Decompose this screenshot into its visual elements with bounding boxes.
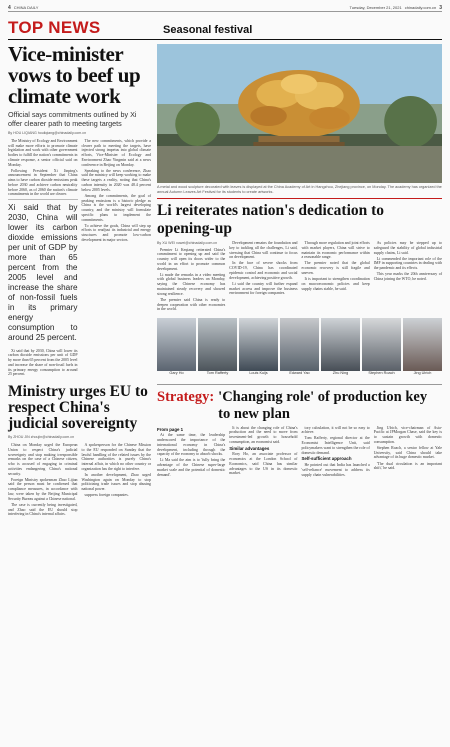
portrait-name: Zhu Ning (332, 370, 349, 375)
lead-byline: By HOU LIQIANG houliqiang@chinadaily.com.cn (8, 131, 87, 136)
li-byline: By XU WEI xuwei@chinadaily.com.cn (157, 241, 218, 245)
strategy-headline (157, 384, 442, 423)
li-paragraph: Development remains the foundation and key to tackling all the challenges, Li said, stressing that China will continue to focus on development. (229, 241, 298, 260)
sub-paragraph: Foreign Ministry spokesman Zhao Lijian said the person must be confirmed that compliance measures, in accordance with law, were taken by the Beijing Municipal Security Bureau against a Chinese national. (8, 477, 78, 501)
section-bar (8, 12, 442, 40)
li-paragraph: Premier Li Keqiang reiterated China's commitment to opening up and said the country will open its doors wider to the world in an effort to promote common development. (157, 247, 226, 271)
strategy-paragraph: Rory Ho, an associate professor of economics at the London School of Economics, said China has similar advantages to the US in its domestic market. (229, 452, 298, 476)
strategy-paragraph: He pointed out that India has launched a 'self-reliance' movement to address its supply chain vulnerabilities. (301, 463, 370, 477)
sub-paragraph: The case is currently being investigated, and Zhao said the EU should stop interfering in China's internal affairs. (8, 502, 78, 517)
portrait-name: Jing Ulrich (413, 370, 432, 375)
strategy-title: 'Changing role' of production key to new plan (218, 388, 428, 422)
pull-quote-body: China will lower its carbon dioxide emissions per unit of GDP by more than 65 percent from the 2005 level and increase the share of non-fossil fuels in its primary energy consumption to around 25 percent. (8, 212, 78, 342)
sub-paragraph: China on Monday urged the European Union to respect China's judicial sovereignty and stop making irresponsible remarks on the case of a Chinese citizen, who is accused of engaging in criminal activities endangering China's national security. (8, 443, 78, 476)
strategy-lead-word: Strategy: (157, 388, 215, 405)
strategy-columns (157, 426, 442, 479)
li-paragraph: As policies may be stepped up to safeguard the stability of global industrial supply chains, Li said. (373, 241, 442, 255)
portrait-name: Stephen Roach (368, 370, 395, 375)
strategy-kicker: From page 1 (157, 426, 184, 432)
sub-byline: By ZHOU JIN zhoujin@chinadaily.com.cn (8, 435, 75, 440)
page-number-left: 4 (8, 4, 11, 11)
portrait-strip (157, 318, 442, 371)
lead-paragraph: The new commitments, which provide a clearer path to meeting the targets, have injected strong impetus into global climate efforts, Vice-Minister of Ecology and Environment Zhao Yingmin said at a news conference in Beijing on Monday. (81, 138, 151, 167)
lead-paragraph: Speaking to the news conference, Zhao said the ministry will keep working to make these targets a reality, noting that China's carbon intensity in 2020 was 48.4 percent below 2005 levels. (81, 168, 151, 192)
li-headline: Li reiterates nation's dedication to opening-up (157, 198, 442, 238)
pull-quote-pre: Xi said that by 2030, (8, 202, 78, 222)
strategy-col-3 (302, 426, 370, 479)
masthead (8, 4, 442, 12)
lead-col-1 (8, 139, 78, 379)
strategy-paragraph: Tom Rafferty, regional director at the Economist Intelligence Unit, said policymakers want to strengthen the role of domestic demand. (301, 436, 370, 455)
lead-paragraph: Following President Xi Jinping's announcement in September that China aims to have carbon dioxide emissions peak before 2030 and achieve carbon neutrality before 2060, as of 2060 the nation's climate commitments in the world are clearer. (8, 168, 78, 197)
seasonal-label: Seasonal festival (163, 24, 253, 36)
masthead-left (8, 5, 38, 11)
portrait-name: Edward Yao (289, 370, 310, 375)
section-title: TOP NEWS (8, 18, 101, 37)
page-grid (8, 44, 442, 518)
lead-deck: Official says commitments outlined by Xi offer clearer path to meeting targets (8, 110, 137, 128)
li-col-1 (157, 241, 225, 314)
sub-columns (8, 443, 151, 518)
lead-paragraph: To achieve the goals, China will step up efforts to readjust its industrial and energy structures and promote low-carbon development in major sectors. (81, 223, 151, 242)
li-paragraph: This year marks the 20th anniversary of China joining the WTO, he noted. (373, 272, 442, 282)
li-paragraph: Through more regulation and joint efforts with market players, China will strive to maintain its economic performance within a reasonable range. (301, 241, 370, 260)
li-columns (157, 241, 442, 314)
lead-headline: Vice-minister vows to beef up climate work (8, 42, 141, 108)
li-paragraph: In the face of severe shocks from COVID-19, China has coordinated epidemic control and economic and social development, achieving positive growth. (229, 261, 298, 280)
lead-story (8, 44, 151, 518)
page-number-right: 3 (439, 4, 442, 11)
strategy-subhead: Similar advantages (229, 445, 270, 451)
portrait-photo (321, 318, 360, 371)
strategy-paragraph: Li Ma said the aim is to 'fully bring the advantage of the Chinese super-large market scale and the potential of domestic demand'. (157, 458, 226, 477)
masthead-right (349, 5, 442, 11)
li-paragraph: The premier noted that the global economic recovery is still fragile and uneven. (301, 261, 370, 275)
li-paragraph: The premier said China is ready to deepen cooperation with other economies in the world. (157, 297, 226, 312)
pull-quote (8, 199, 78, 346)
li-paragraph: Li commended the important role of the IMF in supporting countries in dealing with the pandemic and its effects. (373, 256, 442, 271)
li-col-2 (229, 241, 297, 314)
portrait-photo (198, 318, 237, 371)
strategy-paragraph: Jing Ulrich, vice-chairman of Asia-Pacific at JPMorgan Chase, said the key is to sustain growth with domestic consumption. (373, 425, 442, 444)
sub-paragraph: suppress foreign companies. (84, 493, 129, 498)
lead-col-2 (82, 139, 152, 379)
portrait-names (157, 371, 442, 375)
portrait-photo (362, 318, 401, 371)
strategy-col-2 (229, 426, 297, 479)
sculpture-illustration (157, 44, 442, 183)
portrait-photo (403, 318, 442, 371)
strategy-subhead: Self-sufficient approach (301, 456, 352, 462)
festival-photo (157, 44, 442, 183)
sub-paragraph: A spokesperson for the Chinese Mission to the EU responded on Sunday that the lawful handling of the related issues by the Chinese authorities is purely China's internal affair, in which no other country or organization has the right to interfere. (81, 443, 151, 471)
portrait-photo (157, 318, 196, 371)
photo-caption: A metal and wood sculpture decorated with leaves is displayed at the China Academy of Art in Hangzhou, Zhejiang province, on Monday. The academy has organized the annual Autumn Leaves Art Festival for its students to create artworks. (157, 185, 442, 194)
strategy-col-1 (157, 426, 225, 479)
li-paragraph: Li made the remarks in a video meeting with global business leaders on Monday, saying the Chinese economy has maintained steady recovery and showed strong resilience. (157, 272, 226, 296)
sub-col-2 (82, 443, 152, 518)
sub-col-1 (8, 443, 78, 518)
strategy-paragraph: At the same time, the leadership underscored the importance of the international economy in China's development, including through the capacity of the economy to absorb shocks. (157, 433, 226, 457)
portrait-name: Gary Ho (169, 370, 184, 375)
paper-name: CHINA DAILY (13, 5, 39, 10)
li-col-3 (302, 241, 370, 314)
strategy-paragraph: Stephen Roach, a senior fellow at Yale University, said China should take advantage of its huge domestic market. (373, 445, 442, 460)
sub-headline: Ministry urges EU to respect China's judicial sovereignty (8, 383, 148, 433)
sub-paragraph: In another development, Zhao urged Washington again on Monday to stop politicizing trade issues and stop abusing national power. (81, 472, 151, 492)
lead-paragraph: Among the commitments, the goal of peaking emissions is a historic pledge as China is the world's largest developing country, and the ministry will formulate specific plans to implement the commitments. (81, 193, 151, 222)
portrait-photo (239, 318, 278, 371)
lead-paragraph: The Ministry of Ecology and Environment will make more efforts to promote climate legislation and work with other government bodies to fulfill the nation's commitments in climate response, a senior official said on Monday. (8, 138, 78, 167)
portrait-photo (280, 318, 319, 371)
li-paragraph: It is important to strengthen coordination on macroeconomic policies and keep supply chains stable, he said. (301, 277, 370, 291)
li-paragraph: Li said the country will further expand market access and improve the business environment for foreign companies. (229, 281, 298, 296)
portrait-name: Louis Kuijs (249, 370, 268, 375)
strategy-col-4 (374, 426, 442, 479)
right-column (157, 44, 442, 518)
lead-paragraph: Xi said that by 2030, China will lower its carbon dioxide emissions per unit of GDP by more than 65 percent from the 2005 level and increase the share of non-fossil fuels in its primary energy consumption to around 25 percent. (8, 348, 78, 377)
masthead-url: chinadaily.com.cn (404, 5, 437, 10)
lead-columns (8, 139, 151, 379)
masthead-date: Tuesday, December 21, 2021 (349, 5, 402, 10)
portrait-name: Tom Rafferty (206, 370, 229, 375)
strategy-paragraph: 'The dual circulation is an important shift,' he said. (373, 461, 442, 471)
li-col-4 (374, 241, 442, 314)
strategy-paragraph: tory calculation, it will not be so easy to achieve. (301, 425, 370, 435)
strategy-paragraph: It is about the changing role of China's production and the need to move from investment-led growth to household consumption, an economist said. (229, 425, 298, 444)
